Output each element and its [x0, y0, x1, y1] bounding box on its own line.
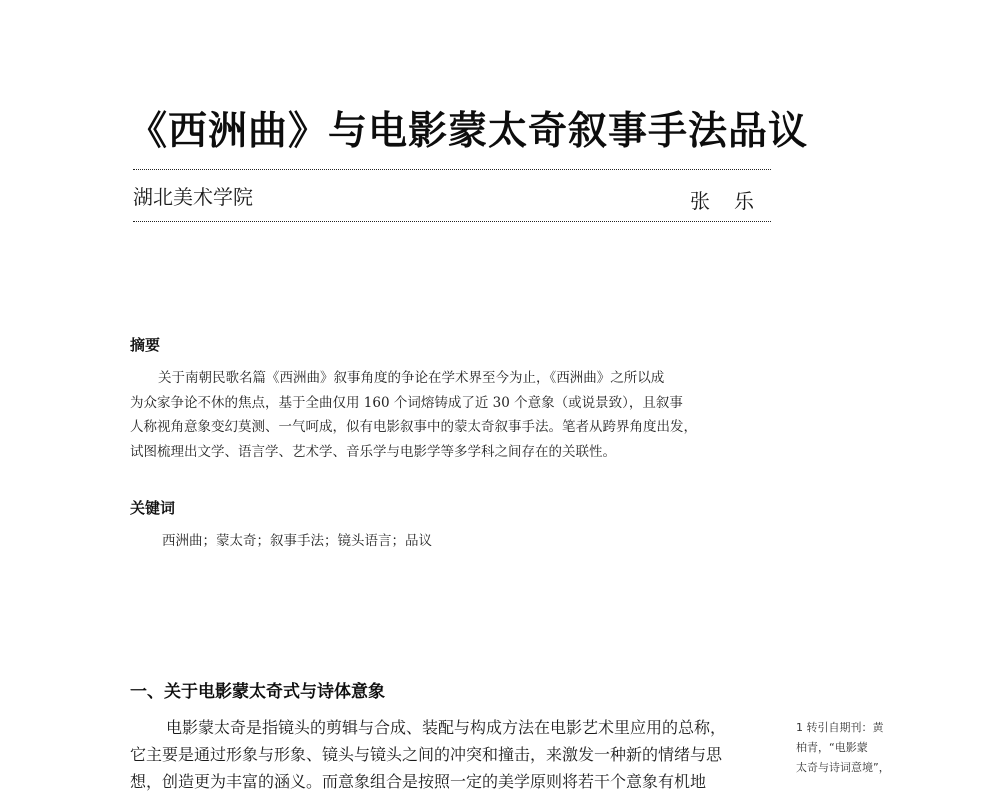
keywords-label: 关键词 — [130, 499, 176, 517]
body-line: 想，创造更为丰富的涵义。而意象组合是按照一定的美学原则将若干个意象有机地 — [130, 772, 707, 791]
abstract-line: 人称视角意象变幻莫测、一气呵成，似有电影叙事中的蒙太奇叙事手法。笔者从跨界角度出发， — [130, 419, 697, 435]
title-divider-top — [133, 169, 771, 170]
footnote-line: 柏青，“电影蒙 — [796, 741, 868, 754]
footnote-line: 太奇与诗词意境”， — [796, 761, 890, 774]
article-title: 《西洲曲》与电影蒙太奇叙事手法品议 — [128, 109, 809, 154]
keywords-text: 西洲曲；蒙太奇；叙事手法；镜头语言；品议 — [162, 533, 432, 549]
abstract-line: 为众家争论不休的焦点，基于全曲仅用 160 个词熔铸成了近 30 个意象（或说景致），且叙事 — [130, 394, 683, 411]
body-line: 电影蒙太奇是指镜头的剪辑与合成、装配与构成方法在电影艺术里应用的总称， — [166, 718, 727, 737]
abstract-line: 试图梳理出文学、语言学、艺术学、音乐学与电影学等多学科之间存在的关联性。 — [130, 443, 616, 460]
abstract-line: 关于南朝民歌名篇《西洲曲》叙事角度的争论在学术界至今为止，《西洲曲》之所以成 — [158, 370, 665, 386]
body-line: 它主要是通过形象与形象、镜头与镜头之间的冲突和撞击，来激发一种新的情绪与思 — [130, 745, 723, 764]
author-name: 张乐 — [690, 189, 778, 213]
title-divider-bottom — [133, 221, 771, 222]
abstract-body — [130, 366, 772, 464]
footnote-line: 1 转引自期刊：黄 — [796, 721, 884, 734]
abstract-label: 摘要 — [130, 336, 161, 354]
section-heading: 一、关于电影蒙太奇式与诗体意象 — [130, 682, 385, 702]
footnote — [796, 718, 916, 778]
author-affiliation: 湖北美术学院 — [133, 185, 253, 209]
section-body — [130, 714, 780, 795]
